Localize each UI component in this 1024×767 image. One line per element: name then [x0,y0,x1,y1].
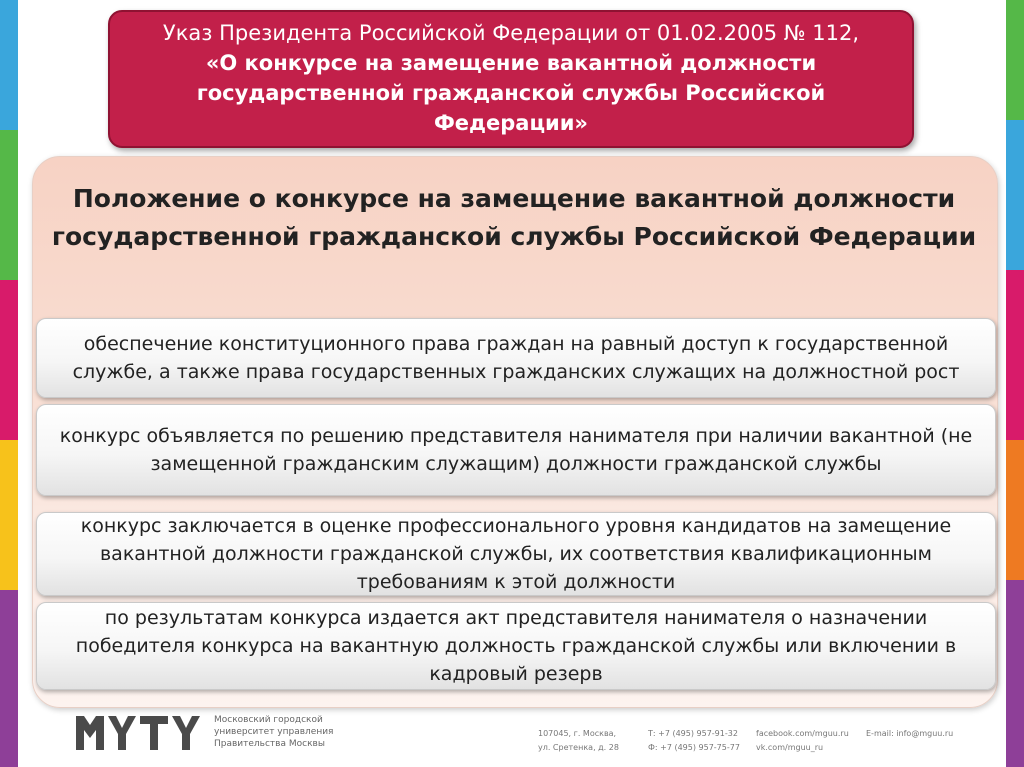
decree-name: «О конкурсе на замещение вакантной должности государственной гражданской службы Российской Федерации» [196,51,826,135]
regulation-item [36,404,996,496]
decorative-stripe [1006,580,1024,767]
decorative-stripe [1006,270,1024,440]
regulation-heading: Положение о конкурсе на замещение вакантной должности государственной гражданской службы Российской Федерации [51,184,977,251]
regulation-item-text: конкурс объявляется по решению представителя нанимателя при наличии вакантной (не замещенной гражданским служащим) должности гражданской службы [59,425,973,475]
regulation-item [36,318,996,398]
decorative-stripe [0,0,18,130]
vk-link[interactable]: vk.com/mguu_ru [756,743,824,752]
footer-address: 107045, г. Москва, ул. Сретенка, д. 28 [538,729,619,752]
regulation-item [36,602,996,690]
decorative-stripe [1006,440,1024,580]
footer-phones: Т: +7 (495) 957-91-32 Ф: +7 (495) 957-75-77 [648,729,740,752]
facebook-link[interactable]: facebook.com/mguu.ru [756,729,849,738]
decorative-stripe [0,280,18,440]
regulation-item [36,512,996,596]
university-name: Московский городской университет управления Правительства Москвы [214,715,334,749]
mguu-logo-icon [76,716,206,750]
decorative-stripe [0,440,18,590]
footer-social-links[interactable] [756,727,849,755]
regulation-item-text: обеспечение конституционного права граждан на равный доступ к государственной службе, а также права государственных гражданских служащих на должностной рост [72,333,960,383]
decorative-stripe [0,590,18,767]
decorative-stripe [1006,120,1024,270]
email-link[interactable]: E-mail: info@mguu.ru [866,729,954,738]
regulation-item-text: конкурс заключается в оценке профессионального уровня кандидатов на замещение вакантной должности гражданской службы, их соответствия квалификационным требованиям к этой должности [80,515,952,593]
decorative-stripe [1006,0,1024,120]
regulation-item-text: по результатам конкурса издается акт представителя нанимателя о назначении победителя конкурса на вакантную должность гражданской службы или включении в кадровый резерв [75,607,957,685]
footer-email[interactable] [866,727,953,741]
decree-title: Указ Президента Российской Федерации от 01.02.2005 № 112, [162,21,860,45]
decorative-stripe [0,130,18,280]
decree-title-box [108,10,914,148]
